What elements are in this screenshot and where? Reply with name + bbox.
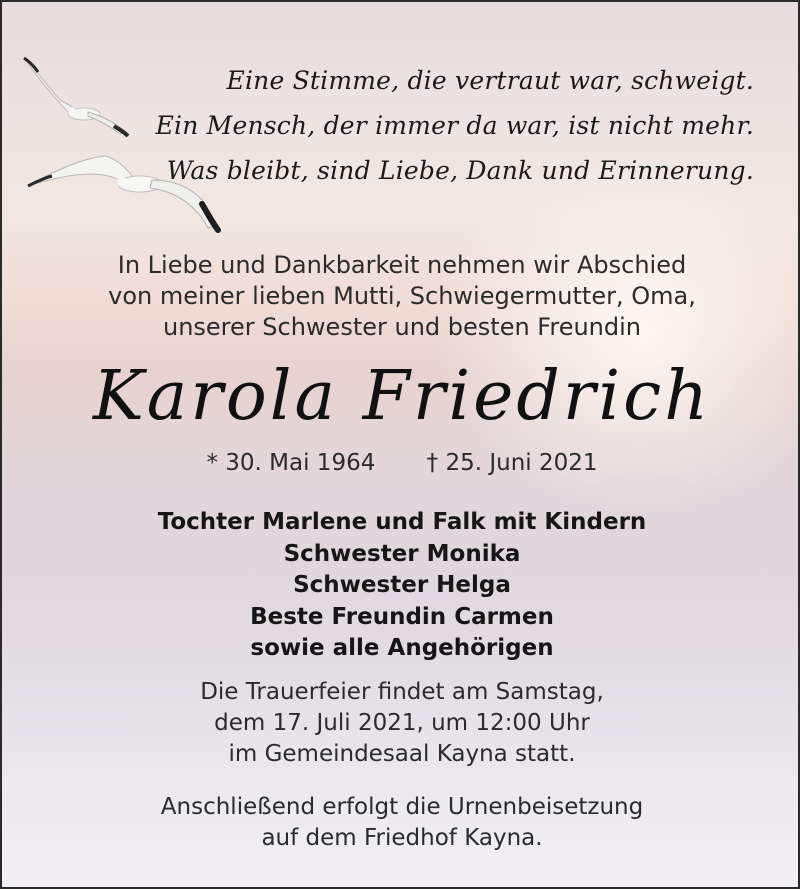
intro-line: unserer Schwester und besten Freundin — [162, 313, 641, 341]
seagull-upper — [24, 58, 128, 136]
deceased-name: Karola Friedrich — [92, 357, 712, 436]
birth-date: * 30. Mai 1964 — [206, 450, 376, 476]
mourner-line: Schwester Monika — [283, 540, 521, 567]
poem-line: Ein Mensch, der immer da war, ist nicht mehr. — [155, 111, 754, 140]
burial-line: Anschließend erfolgt die Urnenbeisetzung — [160, 794, 644, 820]
mourner-line: Tochter Marlene und Falk mit Kindern — [157, 509, 647, 535]
ceremony-line: Die Trauerfeier findet am Samstag, — [200, 679, 604, 705]
mourner-line: Schwester Helga — [293, 572, 511, 598]
ceremony-line: dem 17. Juli 2021, um 12:00 Uhr — [214, 710, 590, 736]
burial-info — [2, 792, 800, 854]
ceremony-info — [2, 677, 800, 770]
poem-line: Was bleibt, sind Liebe, Dank und Erinnerung. — [166, 156, 754, 185]
ceremony-line: im Gemeindesaal Kayna statt. — [228, 741, 576, 767]
intro-text — [2, 250, 800, 343]
mourner-line: sowie alle Angehörigen — [250, 635, 554, 661]
poem — [156, 58, 754, 193]
intro-line: von meiner lieben Mutti, Schwiegermutter, Oma, — [108, 282, 696, 310]
mourners-list — [2, 507, 800, 665]
poem-line: Eine Stimme, die vertraut war, schweigt. — [226, 66, 754, 95]
burial-line: auf dem Friedhof Kayna. — [261, 825, 543, 851]
death-date: † 25. Juni 2021 — [426, 450, 598, 476]
mourner-line: Beste Freundin Carmen — [250, 603, 554, 630]
intro-line: In Liebe und Dankbarkeit nehmen wir Abschied — [117, 251, 687, 279]
life-dates — [2, 448, 800, 478]
